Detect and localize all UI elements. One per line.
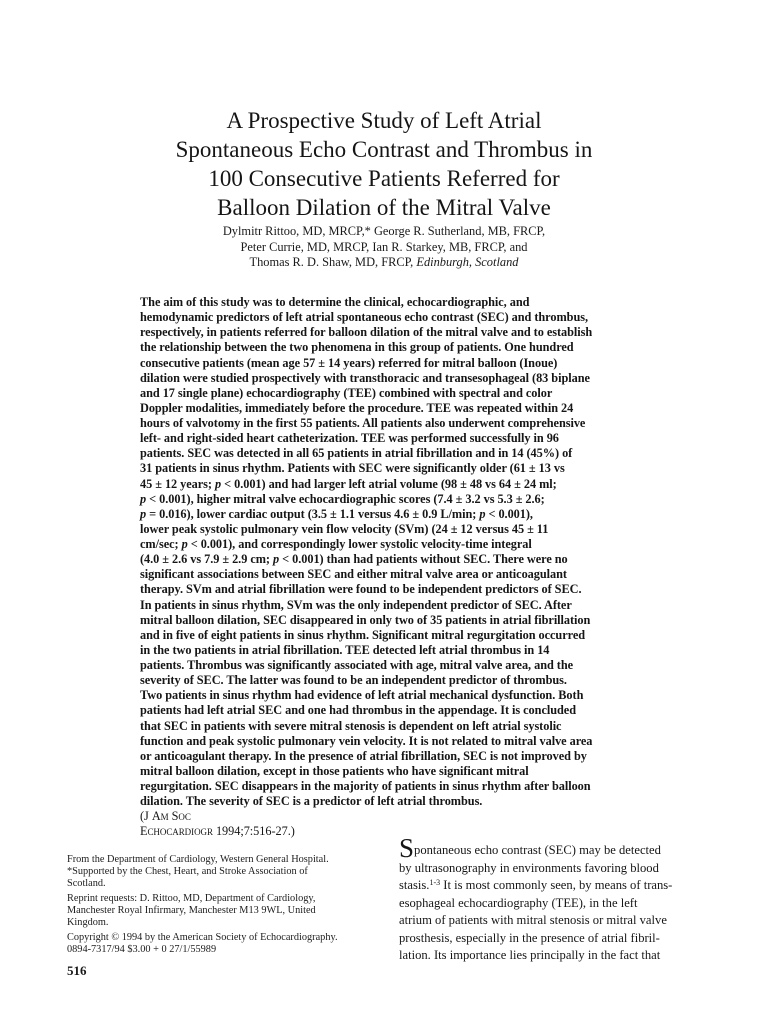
footnotes [67, 854, 367, 956]
footnote-copyright: Copyright © 1994 by the American Society of Echocardiography. [67, 932, 338, 943]
journal-abbrev: Echocardiogr [140, 824, 213, 839]
author-location: Edinburgh, Scotland [416, 255, 519, 269]
drop-cap: S [399, 833, 415, 863]
abstract-line: function and peak systolic pulmonary vein velocity. It is not related to mitral valve area [140, 733, 593, 748]
abstract-line: the relationship between the two phenomena in this group of patients. One hundred [140, 340, 574, 355]
body-line: esophageal echocardiography (TEE), in the left [399, 895, 638, 910]
title-line: A Prospective Study of Left Atrial [226, 108, 542, 133]
abstract-citation [140, 809, 633, 839]
article-title [120, 106, 648, 222]
abstract-line: hours of valvotomy in the first 55 patients. All patients also underwent comprehensive [140, 416, 586, 430]
footnote-support: Scotland. [67, 878, 106, 889]
abstract-line: patients had left atrial SEC and one had thrombus in the appendage. It is concluded [140, 703, 576, 718]
abstract-line: p < 0.001), higher mitral valve echocardiographic scores (7.4 ± 3.2 vs 5.3 ± 2.6; [140, 491, 545, 506]
journal-abbrev: Am Soc [151, 809, 191, 824]
body-line-text: It is most commonly seen, by means of trans- [440, 878, 673, 892]
abstract-line: Doppler modalities, immediately before the procedure. TEE was repeated within 24 [140, 400, 574, 415]
abstract-line: mitral balloon dilation, SEC disappeared in only two of 35 patients in atrial fibrillation [140, 612, 591, 627]
abstract-line: left- and right-sided heart catheterization. TEE was performed successfully in 96 [140, 431, 559, 446]
abstract-line: that SEC in patients with severe mitral stenosis is dependent on left atrial systolic [140, 718, 562, 733]
abstract-line: patients. SEC was detected in all 65 patients in atrial fibrillation and in 14 (45%) of [140, 446, 573, 461]
abstract-line: In patients in sinus rhythm, SVm was the only independent predictor of SEC. After [140, 597, 572, 612]
abstract-line: lower peak systolic pulmonary vein flow velocity (SVm) (24 ± 12 versus 45 ± 11 [140, 521, 549, 536]
title-line: Balloon Dilation of the Mitral Valve [217, 195, 551, 220]
abstract-line: consecutive patients (mean age 57 ± 14 years) referred for mitral balloon (Inoue) [140, 355, 558, 370]
footnote-reprint: Kingdom. [67, 917, 109, 928]
abstract-line: and in five of eight patients in sinus rhythm. Significant mitral regurgitation occurred [140, 627, 586, 642]
abstract [140, 295, 633, 840]
abstract-line: dilation were studied prospectively with transthoracic and transesophageal (83 biplane [140, 370, 590, 385]
author-names: Thomas R. D. Shaw, MD, FRCP, [249, 255, 414, 269]
abstract-line: mitral balloon dilation, except in those patients who have significant mitral [140, 763, 529, 778]
footnote-support: *Supported by the Chest, Heart, and Stroke Association of [67, 866, 308, 877]
body-line: atrium of patients with mitral stenosis or mitral valve [399, 913, 667, 927]
abstract-line: Two patients in sinus rhythm had evidence of left atrial mechanical dysfunction. Both [140, 688, 584, 703]
footnote-reprint: Reprint requests: D. Rittoo, MD, Department of Cardiology, [67, 893, 316, 904]
abstract-line: 31 patients in sinus rhythm. Patients with SEC were significantly older (61 ± 13 vs [140, 461, 565, 476]
author-line [140, 255, 628, 271]
reference-superscript: 1-3 [429, 878, 441, 887]
abstract-line: dilation. The severity of SEC is a predictor of left atrial thrombus. [140, 794, 483, 809]
abstract-line: significant associations between SEC and either mitral valve area or anticoagulant [140, 567, 567, 582]
citation-text: (J [140, 809, 152, 824]
body-line: lation. Its importance lies principally in the fact that [399, 948, 661, 962]
abstract-line: patients. Thrombus was significantly associated with age, mitral valve area, and the [140, 658, 574, 672]
abstract-line: cm/sec; p < 0.001), and correspondingly lower systolic velocity-time integral [140, 537, 532, 551]
abstract-line: 45 ± 12 years; p < 0.001) and had larger left atrial volume (98 ± 48 vs 64 ± 24 ml; [140, 476, 557, 491]
title-line: 100 Consecutive Patients Referred for [208, 166, 560, 191]
footnote-affiliation: From the Department of Cardiology, Western General Hospital. [67, 854, 329, 865]
body-line: prosthesis, especially in the presence of atrial fibril- [399, 930, 660, 945]
abstract-line: The aim of this study was to determine the clinical, echocardiographic, and [140, 295, 530, 309]
author-line: Peter Currie, MD, MRCP, Ian R. Starkey, MB, FRCP, and [240, 239, 528, 254]
footnote-identifier: 0894-7317/94 $3.00 + 0 27/1/55989 [67, 944, 217, 955]
abstract-line: or anticoagulant therapy. In the presence of atrial fibrillation, SEC is not improved by [140, 748, 587, 763]
page-number: 516 [67, 963, 87, 978]
abstract-line: (4.0 ± 2.6 vs 7.9 ± 2.9 cm; p < 0.001) than had patients without SEC. There were no [140, 552, 568, 567]
abstract-line: severity of SEC. The latter was found to be an independent predictor of thrombus. [140, 673, 567, 688]
abstract-line: respectively, in patients referred for balloon dilation of the mitral valve and to establish [140, 325, 593, 340]
author-list [140, 224, 628, 271]
body-text [399, 833, 700, 965]
abstract-line: hemodynamic predictors of left atrial spontaneous echo contrast (SEC) and thrombus, [140, 310, 588, 325]
abstract-line: p = 0.016), lower cardiac output (3.5 ± 1.1 versus 4.6 ± 0.9 L/min; p < 0.001), [140, 506, 533, 521]
body-line: by ultrasonography in environments favoring blood [399, 860, 659, 875]
footnote-reprint: Manchester Royal Infirmary, Manchester M13 9WL, United [67, 905, 316, 916]
title-line: Spontaneous Echo Contrast and Thrombus in [175, 137, 593, 162]
abstract-line: and 17 single plane) echocardiography (TEE) combined with spectral and color [140, 385, 553, 400]
citation-text: 1994;7:516-27.) [212, 824, 295, 839]
body-line [399, 877, 700, 895]
body-line-text: stasis. [399, 878, 430, 892]
abstract-line: therapy. SVm and atrial fibrillation were found to be independent predictors of SEC. [140, 582, 582, 597]
abstract-line: in the two patients in atrial fibrillation. TEE detected left atrial thrombus in 14 [140, 642, 550, 657]
body-line [399, 833, 700, 863]
body-line-text: pontaneous echo contrast (SEC) may be detected [414, 843, 661, 857]
abstract-line: regurgitation. SEC disappears in the majority of patients in sinus rhythm after balloon [140, 779, 591, 793]
author-line: Dylmitr Rittoo, MD, MRCP,* George R. Sutherland, MB, FRCP, [222, 224, 546, 238]
